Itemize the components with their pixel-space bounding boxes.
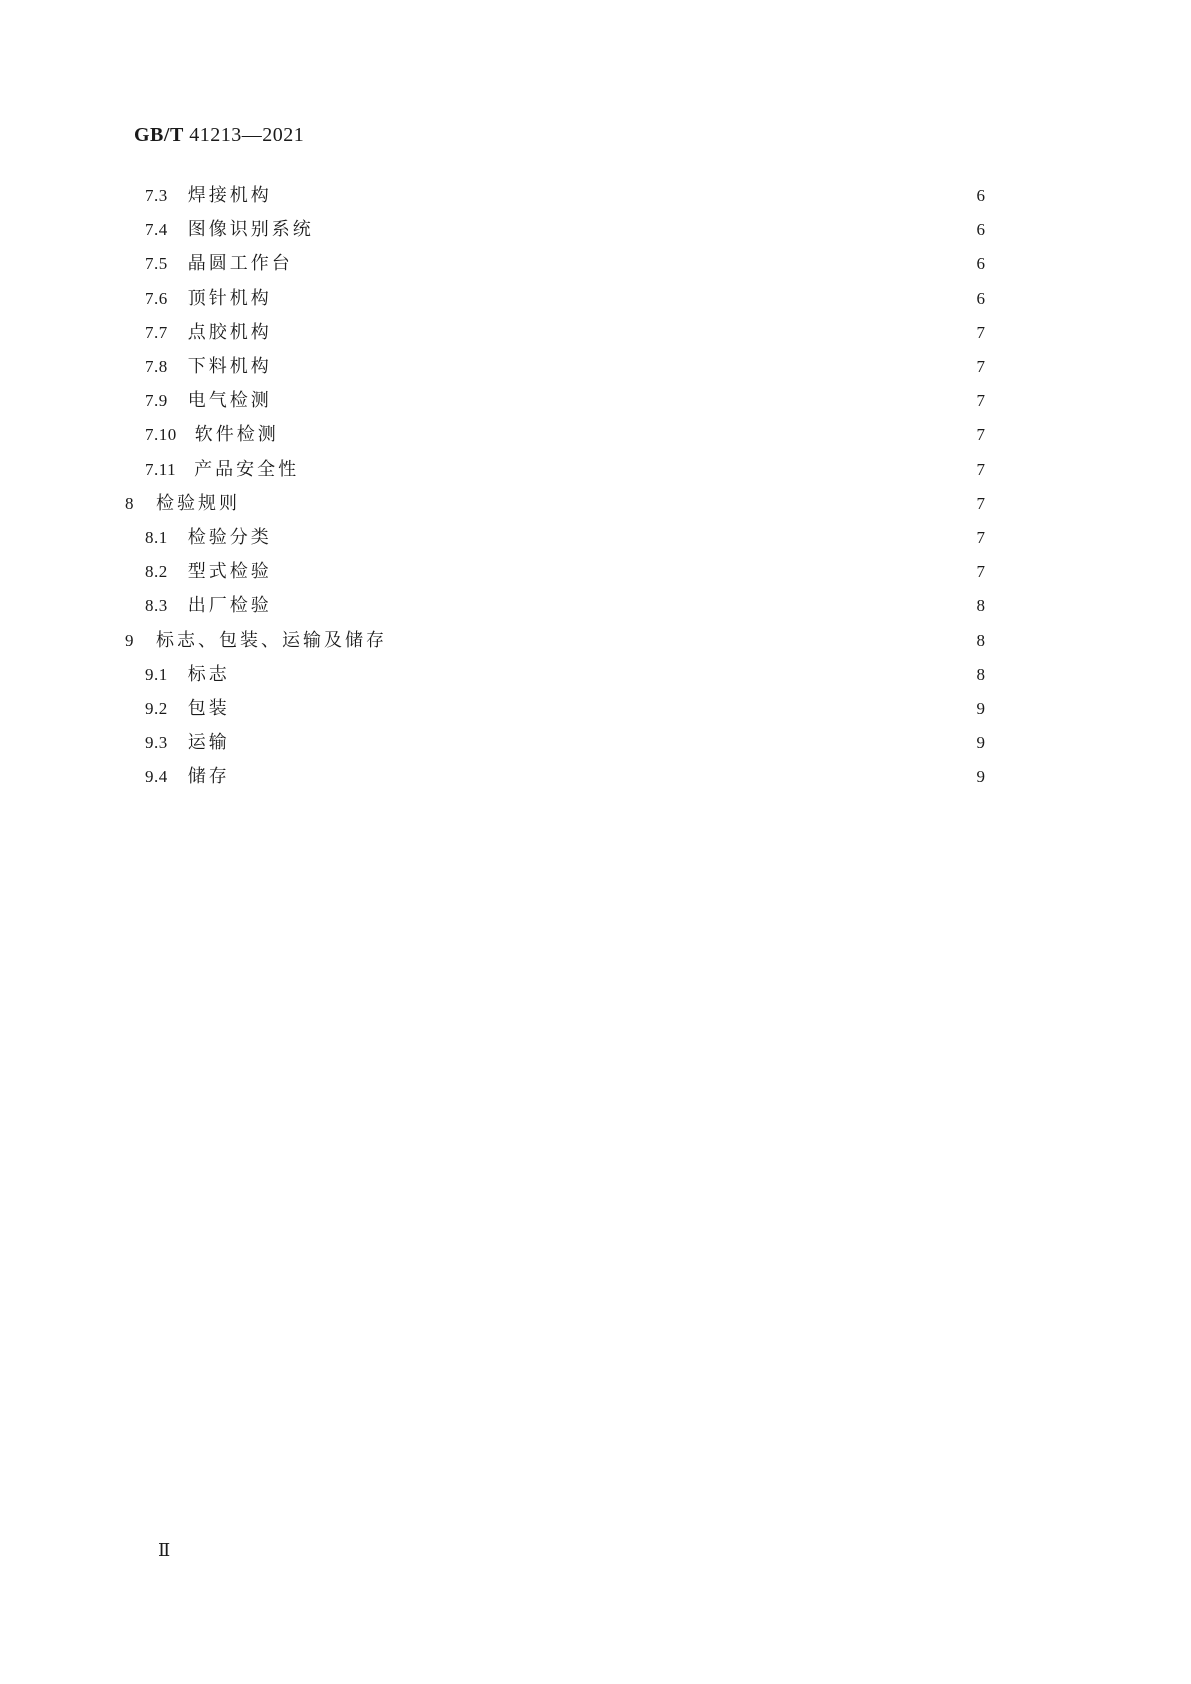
toc-entry[interactable] [145,691,985,727]
toc-entry-page-number: 7 [976,425,985,445]
toc-entry-number: 9.3 [145,733,168,753]
dot-leader [305,246,961,282]
toc-entry[interactable] [145,759,985,795]
toc-entry-number: 9 [125,630,134,650]
toc-entry-number: 7.5 [145,254,168,274]
standard-prefix: GB/T [134,124,184,146]
toc-entry-title: 点胶机构 [187,321,272,343]
toc-entry[interactable] [145,520,985,556]
toc-entry-number: 9.4 [145,767,168,787]
toc-entry-page-number: 6 [976,288,985,308]
toc-entry-title: 标志、包装、运输及储存 [156,629,387,651]
toc-entry-title: 焊接机构 [187,185,272,206]
dot-leader [242,725,961,761]
toc-entry-number: 7.10 [145,425,177,445]
toc-entry-title: 出厂检验 [187,595,272,617]
toc-entry-page-number: 6 [976,220,985,240]
toc-entry-page-number: 8 [976,630,985,650]
toc-entry-title: 包装 [187,698,230,719]
toc-entry-title: 运输 [187,732,230,754]
toc-entry[interactable] [145,246,985,282]
dot-leader [284,315,961,351]
dot-leader [284,383,961,419]
toc-entry-title: 电气检测 [187,390,272,412]
toc-entry-title: 储存 [187,766,230,788]
dot-leader [284,178,961,214]
toc-entry[interactable] [145,315,985,351]
toc-entry-page-number: 7 [976,493,985,513]
dot-leader [242,691,961,727]
toc-entry-page-number: 7 [976,528,985,547]
dot-leader [284,349,961,385]
toc-entry-page-number: 9 [976,767,985,787]
toc-entry[interactable] [145,725,985,761]
toc-entry-title: 检验分类 [187,527,272,548]
toc-entry[interactable] [145,212,985,248]
dot-leader [284,281,961,317]
toc-entry-number: 8.1 [145,528,168,547]
toc-entry-title: 下料机构 [187,356,272,377]
toc-entry-number: 8 [125,493,134,513]
toc-entry-title: 检验规则 [156,492,240,514]
dot-leader [242,759,961,795]
standard-number: 41213—2021 [189,124,305,146]
toc-entry-title: 软件检测 [194,424,279,446]
toc-entry-title: 标志 [187,663,230,685]
toc-entry-number: 7.11 [145,459,177,479]
toc-entry[interactable] [145,452,985,488]
toc-entry-number: 8.2 [145,562,168,582]
toc-entry[interactable] [145,554,985,590]
toc-entry[interactable] [145,588,985,624]
toc-entry-title: 图像识别系统 [187,219,314,241]
toc-entry-page-number: 7 [976,459,985,479]
dot-leader [291,417,961,453]
toc-entry-page-number: 8 [976,664,985,684]
toc-entry-number: 7.4 [145,220,168,240]
toc-entry[interactable] [145,383,985,419]
standard-header [134,124,304,147]
toc-entry-page-number: 7 [976,391,985,411]
toc-entry-number: 7.3 [145,186,168,205]
toc-entry[interactable] [125,486,985,522]
page-folio: Ⅱ [158,1540,171,1560]
toc-entry-title: 型式检验 [187,561,272,583]
toc-entry-number: 8.3 [145,596,168,616]
toc-entry-number: 7.7 [145,322,168,342]
toc-entry-page-number: 7 [976,562,985,582]
toc-entry-number: 7.8 [145,357,168,376]
dot-leader [284,554,961,590]
toc-entry-page-number: 8 [976,596,985,616]
dot-leader [252,486,961,522]
toc-entry[interactable] [125,623,985,659]
toc-entry-page-number: 6 [976,186,985,205]
toc-entry-page-number: 6 [976,254,985,274]
toc-entry-page-number: 9 [976,699,985,718]
toc-entry-number: 9.1 [145,664,168,684]
toc-entry[interactable] [145,281,985,317]
dot-leader [311,452,961,488]
dot-leader [284,520,961,556]
toc-entry[interactable] [145,178,985,214]
toc-entry-number: 7.9 [145,391,168,411]
dot-leader [326,212,961,248]
toc-entry[interactable] [145,657,985,693]
dot-leader [242,657,961,693]
toc-entry-number: 9.2 [145,699,168,718]
toc-entry-page-number: 7 [976,357,985,376]
toc-entry-page-number: 7 [976,322,985,342]
toc-entry-title: 晶圆工作台 [187,253,293,275]
toc-entry-title: 顶针机构 [187,287,272,309]
toc-entry-page-number: 9 [976,733,985,753]
toc-entry[interactable] [145,349,985,385]
dot-leader [284,588,961,624]
toc-entry-number: 7.6 [145,288,168,308]
dot-leader [399,623,961,659]
toc-entry[interactable] [145,417,985,453]
toc-entry-title: 产品安全性 [194,458,300,480]
